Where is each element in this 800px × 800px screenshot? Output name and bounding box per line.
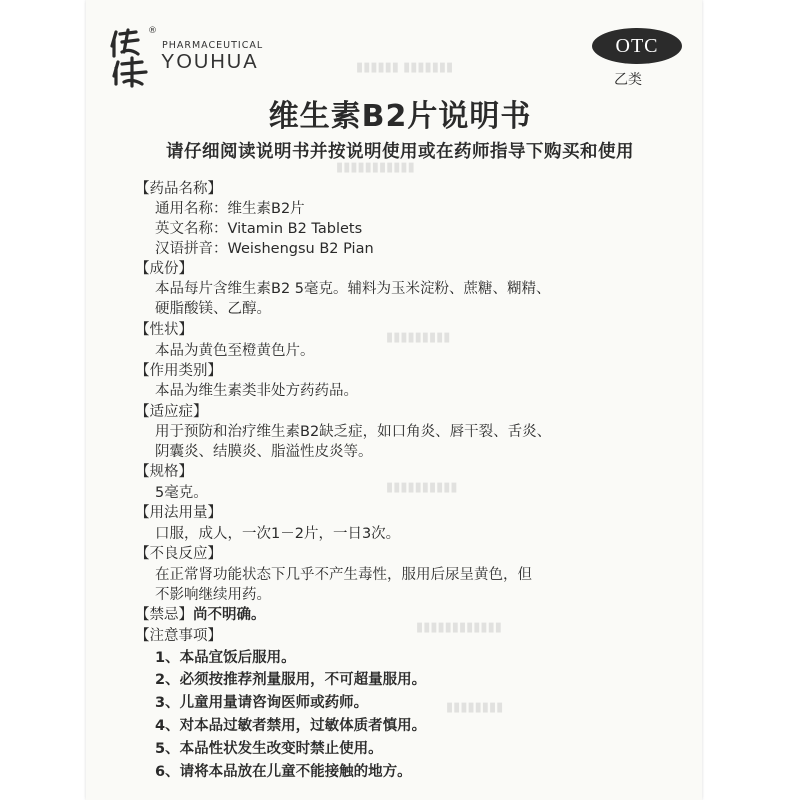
category-text: 本品为维生素类非处方药药品。 [155,383,358,399]
section-header-specification: 【规格】 [135,464,193,480]
show-through-text: ▮▮▮▮▮▮▮▮▮▮▮ [336,160,415,175]
specification-text: 5毫克。 [155,485,208,501]
brand-pharma-label: PHARMACEUTICAL [162,40,264,51]
precaution-item-2: 2、必须按推荐剂量服用，不可超量服用。 [155,672,427,688]
show-through-text: ▮▮▮▮▮▮▮▮▮▮ [386,480,458,495]
contraindications-text: 尚不明确。 [193,607,266,623]
properties-text: 本品为黄色至橙黄色片。 [155,343,315,359]
show-through-text: ▮▮▮▮▮▮▮ ▮▮▮▮▮▮ [356,60,454,75]
document-title: 维生素B2片说明书 [268,99,532,134]
registered-mark: ® [148,26,157,36]
pinyin-name: 汉语拼音：Weishengsu B2 Pian [155,241,374,257]
section-header-category: 【作用类别】 [135,363,222,379]
indications-line-1: 用于预防和治疗维生素B2缺乏症，如口角炎、唇干裂、舌炎、 [155,424,552,440]
show-through-text: ▮▮▮▮▮▮▮▮▮ [386,330,451,345]
otc-badge [592,28,682,64]
section-header-indications: 【适应症】 [135,404,208,420]
precaution-item-4: 4、对本品过敏者禁用，过敏体质者慎用。 [155,718,427,734]
common-name: 通用名称：维生素B2片 [155,201,305,217]
section-header-ingredients: 【成份】 [135,261,193,277]
document-subtitle: 请仔细阅读说明书并按说明使用或在药师指导下购买和使用 [166,142,634,162]
section-header-precautions: 【注意事项】 [135,628,222,644]
adverse-line-2: 不影响继续用药。 [155,587,271,603]
otc-category: 乙类 [614,72,642,88]
precaution-item-5: 5、本品性状发生改变时禁止使用。 [155,741,383,757]
section-header-properties: 【性状】 [135,322,193,338]
ingredients-line-2: 硬脂酸镁、乙醇。 [155,301,271,317]
section-header-contraindications: 【禁忌】 [135,607,193,623]
section-header-adverse: 【不良反应】 [135,546,222,562]
precaution-item-3: 3、儿童用量请咨询医师或药师。 [155,695,369,711]
section-contraindications [135,605,266,625]
show-through-text: ▮▮▮▮▮▮▮▮ [446,700,504,715]
section-header-dosage: 【用法用量】 [135,505,222,521]
indications-line-2: 阴囊炎、结膜炎、脂溢性皮炎等。 [155,444,373,460]
precaution-item-6: 6、请将本品放在儿童不能接触的地方。 [155,764,412,780]
ingredients-line-1: 本品每片含维生素B2 5毫克。辅料为玉米淀粉、蔗糖、糊精、 [155,281,551,297]
precaution-item-1: 1、本品宜饭后服用。 [155,650,296,666]
dosage-text: 口服，成人，一次1－2片，一日3次。 [155,526,401,542]
adverse-line-1: 在正常肾功能状态下几乎不产生毒性，服用后尿呈黄色，但 [155,567,532,583]
otc-badge-text: OTC [615,34,659,57]
show-through-text: ▮▮▮▮▮▮▮▮▮▮▮▮ [416,620,502,635]
section-header-drug-name: 【药品名称】 [135,181,222,197]
english-name: 英文名称：Vitamin B2 Tablets [155,221,363,237]
brand-name: YOUHUA [161,51,259,73]
